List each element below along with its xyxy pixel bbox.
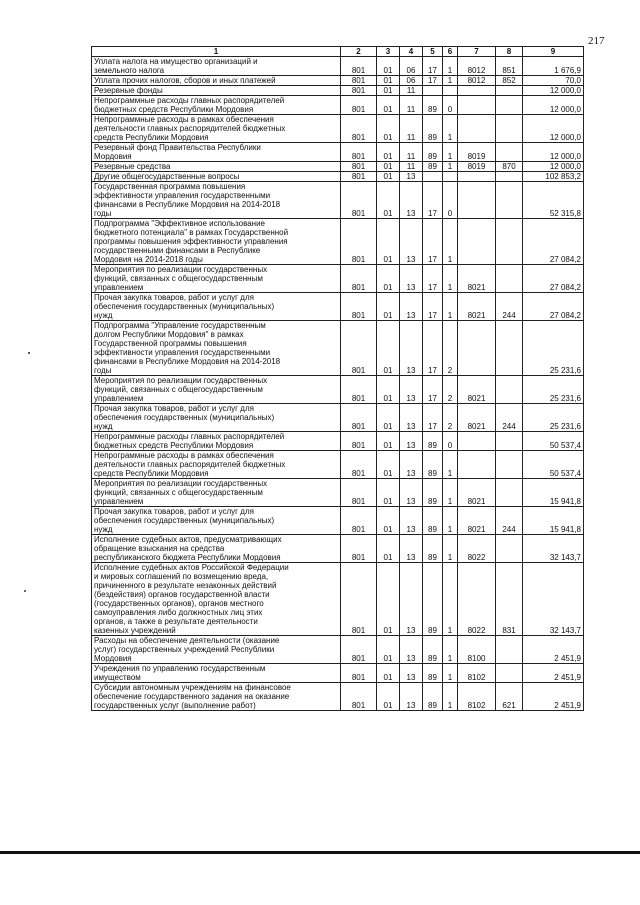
expense-type-cell: [496, 182, 523, 219]
target-item-cell: 8021: [458, 265, 496, 293]
target-item-cell: [458, 182, 496, 219]
admin-code-cell: 801: [341, 535, 377, 563]
program-cell: 89: [423, 636, 443, 664]
table-row: [92, 479, 584, 507]
subprogram-cell: 1: [443, 664, 458, 683]
program-cell: 89: [423, 664, 443, 683]
subprogram-cell: 0: [443, 432, 458, 451]
section-cell: 01: [377, 507, 400, 535]
section-cell: 01: [377, 683, 400, 711]
section-cell: 01: [377, 664, 400, 683]
target-item-cell: [458, 219, 496, 265]
item-name-cell: Непрограммные расходы главных распорядителей бюджетных средств Республики Мордовия: [92, 96, 341, 115]
section-cell: 01: [377, 432, 400, 451]
subsection-cell: 13: [400, 479, 423, 507]
page-bottom-rule: [0, 851, 640, 854]
subsection-cell: 13: [400, 683, 423, 711]
column-header-7: 7: [458, 47, 496, 57]
subsection-cell: 13: [400, 432, 423, 451]
target-item-cell: [458, 86, 496, 96]
subprogram-cell: 1: [443, 507, 458, 535]
subsection-cell: 06: [400, 76, 423, 86]
admin-code-cell: 801: [341, 664, 377, 683]
subsection-cell: 06: [400, 57, 423, 76]
subprogram-cell: 2: [443, 404, 458, 432]
target-item-cell: 8012: [458, 57, 496, 76]
program-cell: 17: [423, 57, 443, 76]
admin-code-cell: 801: [341, 182, 377, 219]
amount-cell: 15 941,8: [523, 479, 584, 507]
table-row: [92, 432, 584, 451]
target-item-cell: 8022: [458, 563, 496, 636]
section-cell: 01: [377, 321, 400, 376]
expense-type-cell: 244: [496, 404, 523, 432]
amount-cell: 15 941,8: [523, 507, 584, 535]
table-body: [92, 57, 584, 711]
expense-type-cell: [496, 432, 523, 451]
target-item-cell: [458, 432, 496, 451]
table-row: [92, 563, 584, 636]
section-cell: 01: [377, 265, 400, 293]
subprogram-cell: 1: [443, 219, 458, 265]
item-name-cell: Непрограммные расходы в рамках обеспечения деятельности главных распорядителей бюджетных средств Республики Мордовия: [92, 451, 341, 479]
amount-cell: 102 853,2: [523, 172, 584, 182]
table-row: [92, 535, 584, 563]
admin-code-cell: 801: [341, 321, 377, 376]
subsection-cell: 11: [400, 143, 423, 162]
subsection-cell: 13: [400, 507, 423, 535]
subsection-cell: 13: [400, 265, 423, 293]
column-header-3: 3: [377, 47, 400, 57]
table-row: [92, 321, 584, 376]
amount-cell: 12 000,0: [523, 96, 584, 115]
target-item-cell: 8021: [458, 404, 496, 432]
admin-code-cell: 801: [341, 432, 377, 451]
admin-code-cell: 801: [341, 404, 377, 432]
item-name-cell: Государственная программа повышения эффективности управления государственными финансами в Республике Мордовия на 2014-2018 годы: [92, 182, 341, 219]
expense-type-cell: 851: [496, 57, 523, 76]
subsection-cell: 13: [400, 451, 423, 479]
subprogram-cell: 1: [443, 451, 458, 479]
admin-code-cell: 801: [341, 451, 377, 479]
target-item-cell: [458, 321, 496, 376]
target-item-cell: 8021: [458, 479, 496, 507]
target-item-cell: 8100: [458, 636, 496, 664]
column-header-8: 8: [496, 47, 523, 57]
column-header-5: 5: [423, 47, 443, 57]
target-item-cell: [458, 96, 496, 115]
amount-cell: 70,0: [523, 76, 584, 86]
table-row: [92, 507, 584, 535]
subprogram-cell: 1: [443, 479, 458, 507]
section-cell: 01: [377, 182, 400, 219]
program-cell: 89: [423, 563, 443, 636]
section-cell: 01: [377, 293, 400, 321]
amount-cell: 32 143,7: [523, 563, 584, 636]
admin-code-cell: 801: [341, 265, 377, 293]
program-cell: 89: [423, 451, 443, 479]
section-cell: 01: [377, 563, 400, 636]
expense-type-cell: [496, 96, 523, 115]
expense-type-cell: [496, 376, 523, 404]
subprogram-cell: 0: [443, 182, 458, 219]
subsection-cell: 13: [400, 376, 423, 404]
item-name-cell: Мероприятия по реализации государственных функций, связанных с общегосударственным управлением: [92, 479, 341, 507]
amount-cell: 12 000,0: [523, 143, 584, 162]
column-header-2: 2: [341, 47, 377, 57]
expense-type-cell: [496, 535, 523, 563]
expense-type-cell: [496, 265, 523, 293]
item-name-cell: Непрограммные расходы в рамках обеспечения деятельности главных распорядителей бюджетных средств Республики Мордовия: [92, 115, 341, 143]
program-cell: 89: [423, 96, 443, 115]
subprogram-cell: 1: [443, 636, 458, 664]
amount-cell: 2 451,9: [523, 683, 584, 711]
program-cell: 17: [423, 76, 443, 86]
table-row: [92, 182, 584, 219]
subsection-cell: 13: [400, 563, 423, 636]
program-cell: 17: [423, 376, 443, 404]
amount-cell: 12 000,0: [523, 86, 584, 96]
admin-code-cell: 801: [341, 219, 377, 265]
item-name-cell: Подпрограмма "Управление государственным долгом Республики Мордовия" в рамках Государственной программы повышения эффективности управления государственными финансами в Республике Мордовия на 2014-2018 годы: [92, 321, 341, 376]
expense-type-cell: [496, 451, 523, 479]
table-row: [92, 172, 584, 182]
admin-code-cell: 801: [341, 115, 377, 143]
program-cell: 89: [423, 143, 443, 162]
item-name-cell: Мероприятия по реализации государственных функций, связанных с общегосударственным управлением: [92, 265, 341, 293]
admin-code-cell: 801: [341, 86, 377, 96]
subprogram-cell: [443, 172, 458, 182]
expense-type-cell: [496, 219, 523, 265]
amount-cell: 25 231,6: [523, 321, 584, 376]
table-row: [92, 664, 584, 683]
item-name-cell: Другие общегосударственные вопросы: [92, 172, 341, 182]
admin-code-cell: 801: [341, 162, 377, 172]
page-number: 217: [588, 35, 605, 47]
program-cell: 17: [423, 265, 443, 293]
subsection-cell: 11: [400, 96, 423, 115]
amount-cell: 2 451,9: [523, 636, 584, 664]
subsection-cell: 13: [400, 636, 423, 664]
section-cell: 01: [377, 162, 400, 172]
scan-speck: [24, 590, 26, 592]
amount-cell: 1 676,9: [523, 57, 584, 76]
section-cell: 01: [377, 76, 400, 86]
amount-cell: 27 084,2: [523, 293, 584, 321]
subsection-cell: 11: [400, 86, 423, 96]
program-cell: 17: [423, 182, 443, 219]
table-row: [92, 293, 584, 321]
admin-code-cell: 801: [341, 376, 377, 404]
table-row: [92, 376, 584, 404]
column-header-6: 6: [443, 47, 458, 57]
subprogram-cell: 1: [443, 115, 458, 143]
item-name-cell: Резервные фонды: [92, 86, 341, 96]
item-name-cell: Уплата налога на имущество организаций и земельного налога: [92, 57, 341, 76]
target-item-cell: 8022: [458, 535, 496, 563]
subsection-cell: 13: [400, 172, 423, 182]
table-row: [92, 404, 584, 432]
section-cell: 01: [377, 96, 400, 115]
subprogram-cell: 1: [443, 162, 458, 172]
expense-type-cell: 852: [496, 76, 523, 86]
table-row: [92, 683, 584, 711]
section-cell: 01: [377, 404, 400, 432]
expense-type-cell: [496, 115, 523, 143]
expense-type-cell: 244: [496, 507, 523, 535]
target-item-cell: 8019: [458, 162, 496, 172]
section-cell: 01: [377, 143, 400, 162]
program-cell: 89: [423, 683, 443, 711]
item-name-cell: Исполнение судебных актов Российской Федерации и мировых соглашений по возмещению вреда, причиненного в результате незаконных действий (бездействия) органов государственной власти (государственных органов), органов местного самоуправления либо должностных лиц этих органов, а также в результате деятельности казенных учреждений: [92, 563, 341, 636]
column-header-1: 1: [92, 47, 341, 57]
amount-cell: 50 537,4: [523, 451, 584, 479]
subprogram-cell: 1: [443, 76, 458, 86]
item-name-cell: Прочая закупка товаров, работ и услуг для обеспечения государственных (муниципальных) нужд: [92, 404, 341, 432]
table-row: [92, 636, 584, 664]
scan-speck: [28, 352, 30, 354]
section-cell: 01: [377, 86, 400, 96]
table-row: [92, 86, 584, 96]
subsection-cell: 11: [400, 162, 423, 172]
subprogram-cell: 1: [443, 57, 458, 76]
target-item-cell: [458, 172, 496, 182]
program-cell: 17: [423, 321, 443, 376]
expense-type-cell: 244: [496, 293, 523, 321]
program-cell: 17: [423, 219, 443, 265]
table-row: [92, 451, 584, 479]
amount-cell: 12 000,0: [523, 162, 584, 172]
amount-cell: 25 231,6: [523, 376, 584, 404]
admin-code-cell: 801: [341, 683, 377, 711]
expense-type-cell: 870: [496, 162, 523, 172]
table-row: [92, 96, 584, 115]
amount-cell: 32 143,7: [523, 535, 584, 563]
target-item-cell: 8021: [458, 293, 496, 321]
item-name-cell: Субсидии автономным учреждениям на финансовое обеспечение государственного задания на оказание государственных услуг (выполнение работ): [92, 683, 341, 711]
table-row: [92, 265, 584, 293]
amount-cell: 27 084,2: [523, 265, 584, 293]
table-row: [92, 143, 584, 162]
amount-cell: 12 000,0: [523, 115, 584, 143]
item-name-cell: Исполнение судебных актов, предусматривающих обращение взыскания на средства республиканского бюджета Республики Мордовия: [92, 535, 341, 563]
subprogram-cell: [443, 86, 458, 96]
table-row: [92, 219, 584, 265]
admin-code-cell: 801: [341, 507, 377, 535]
subprogram-cell: 1: [443, 265, 458, 293]
target-item-cell: [458, 115, 496, 143]
section-cell: 01: [377, 57, 400, 76]
item-name-cell: Учреждения по управлению государственным имуществом: [92, 664, 341, 683]
section-cell: 01: [377, 636, 400, 664]
target-item-cell: [458, 451, 496, 479]
table-row: [92, 115, 584, 143]
subsection-cell: 11: [400, 115, 423, 143]
item-name-cell: Расходы на обеспечение деятельности (оказание услуг) государственных учреждений Республики Мордовия: [92, 636, 341, 664]
subsection-cell: 13: [400, 535, 423, 563]
subprogram-cell: 1: [443, 293, 458, 321]
admin-code-cell: 801: [341, 293, 377, 321]
budget-table: [91, 46, 584, 711]
admin-code-cell: 801: [341, 563, 377, 636]
target-item-cell: 8102: [458, 683, 496, 711]
subsection-cell: 13: [400, 293, 423, 321]
amount-cell: 50 537,4: [523, 432, 584, 451]
admin-code-cell: 801: [341, 96, 377, 115]
admin-code-cell: 801: [341, 143, 377, 162]
subprogram-cell: 2: [443, 321, 458, 376]
program-cell: 89: [423, 115, 443, 143]
item-name-cell: Прочая закупка товаров, работ и услуг для обеспечения государственных (муниципальных) нужд: [92, 293, 341, 321]
expense-type-cell: 831: [496, 563, 523, 636]
program-cell: 89: [423, 507, 443, 535]
header-row: [92, 47, 584, 57]
column-header-4: 4: [400, 47, 423, 57]
admin-code-cell: 801: [341, 76, 377, 86]
expense-type-cell: [496, 143, 523, 162]
target-item-cell: 8019: [458, 143, 496, 162]
item-name-cell: Непрограммные расходы главных распорядителей бюджетных средств Республики Мордовия: [92, 432, 341, 451]
column-header-9: 9: [523, 47, 584, 57]
table-header: [92, 47, 584, 57]
target-item-cell: 8021: [458, 507, 496, 535]
subsection-cell: 13: [400, 404, 423, 432]
table-row: [92, 57, 584, 76]
subprogram-cell: 1: [443, 683, 458, 711]
subsection-cell: 13: [400, 219, 423, 265]
expense-type-cell: [496, 636, 523, 664]
expense-type-cell: [496, 664, 523, 683]
amount-cell: 2 451,9: [523, 664, 584, 683]
admin-code-cell: 801: [341, 172, 377, 182]
section-cell: 01: [377, 479, 400, 507]
subprogram-cell: 0: [443, 96, 458, 115]
amount-cell: 52 315,8: [523, 182, 584, 219]
program-cell: [423, 172, 443, 182]
expense-type-cell: [496, 86, 523, 96]
subsection-cell: 13: [400, 182, 423, 219]
section-cell: 01: [377, 376, 400, 404]
program-cell: 17: [423, 293, 443, 321]
program-cell: [423, 86, 443, 96]
subprogram-cell: 2: [443, 376, 458, 404]
table-row: [92, 76, 584, 86]
admin-code-cell: 801: [341, 636, 377, 664]
section-cell: 01: [377, 219, 400, 265]
program-cell: 89: [423, 432, 443, 451]
amount-cell: 25 231,6: [523, 404, 584, 432]
target-item-cell: 8102: [458, 664, 496, 683]
program-cell: 17: [423, 404, 443, 432]
admin-code-cell: 801: [341, 57, 377, 76]
subprogram-cell: 1: [443, 563, 458, 636]
section-cell: 01: [377, 172, 400, 182]
subsection-cell: 13: [400, 664, 423, 683]
section-cell: 01: [377, 535, 400, 563]
item-name-cell: Мероприятия по реализации государственных функций, связанных с общегосударственным управлением: [92, 376, 341, 404]
expense-type-cell: [496, 172, 523, 182]
section-cell: 01: [377, 451, 400, 479]
admin-code-cell: 801: [341, 479, 377, 507]
section-cell: 01: [377, 115, 400, 143]
item-name-cell: Резервный фонд Правительства Республики Мордовия: [92, 143, 341, 162]
program-cell: 89: [423, 162, 443, 172]
expense-type-cell: [496, 479, 523, 507]
program-cell: 89: [423, 479, 443, 507]
amount-cell: 27 084,2: [523, 219, 584, 265]
table-row: [92, 162, 584, 172]
subsection-cell: 13: [400, 321, 423, 376]
program-cell: 89: [423, 535, 443, 563]
item-name-cell: Резервные средства: [92, 162, 341, 172]
target-item-cell: 8012: [458, 76, 496, 86]
item-name-cell: Подпрограмма "Эффективное использование бюджетного потенциала" в рамках Государственной программы повышения эффективности управления государственными финансами в Республике Мордовия на 2014-2018 годы: [92, 219, 341, 265]
item-name-cell: Уплата прочих налогов, сборов и иных платежей: [92, 76, 341, 86]
subprogram-cell: 1: [443, 535, 458, 563]
expense-type-cell: [496, 321, 523, 376]
item-name-cell: Прочая закупка товаров, работ и услуг для обеспечения государственных (муниципальных) нужд: [92, 507, 341, 535]
target-item-cell: 8021: [458, 376, 496, 404]
expense-type-cell: 621: [496, 683, 523, 711]
subprogram-cell: 1: [443, 143, 458, 162]
